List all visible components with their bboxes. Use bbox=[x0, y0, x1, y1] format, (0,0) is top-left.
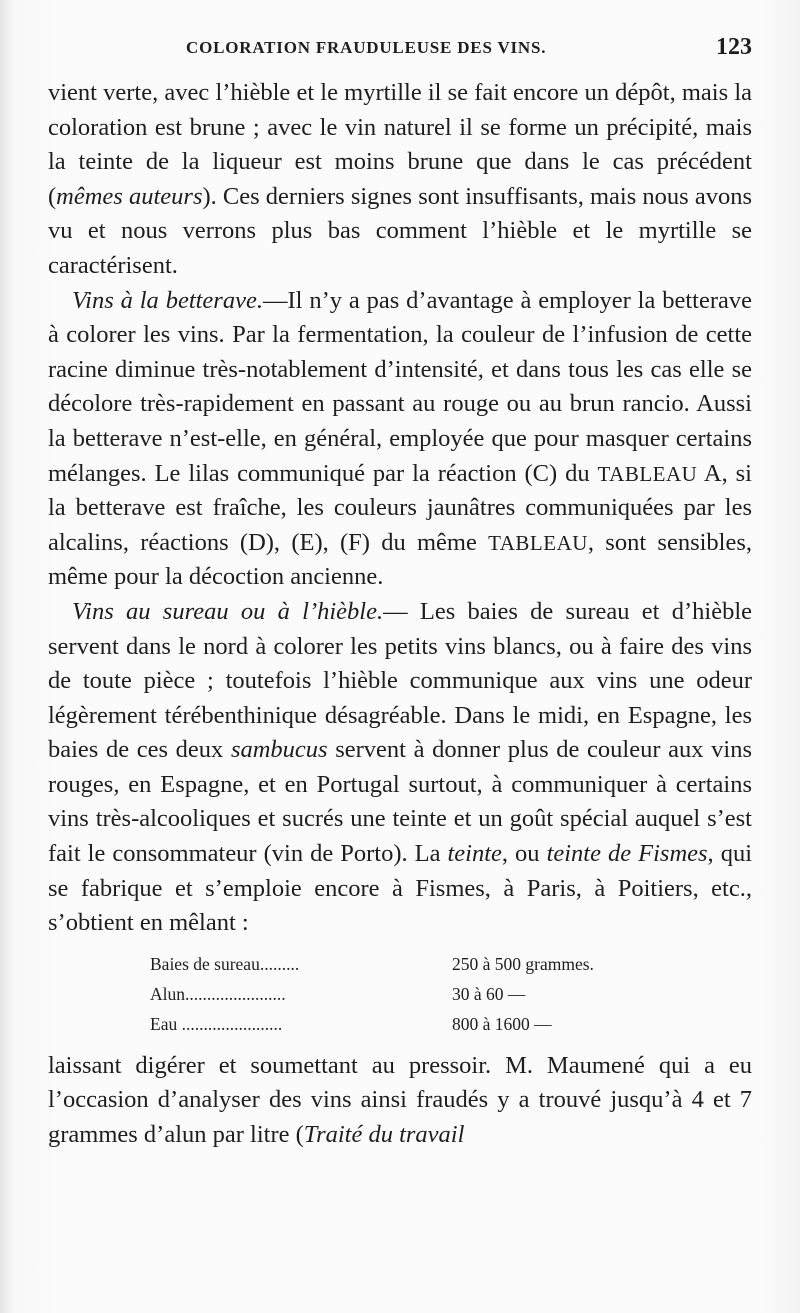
text-run: servent à donner plus de couleur aux vins rouges, en Espagne, et en Portugal surtout, à communiquer à certains vins très-alcooliques et sucrés une teinte et un goût spécial auquel s’est fait le consommateur (vin de Porto). La bbox=[48, 736, 752, 868]
page-header bbox=[48, 34, 752, 68]
paragraph-continuation bbox=[48, 76, 752, 284]
recipe-quantity: 30 à 60 — bbox=[452, 983, 526, 1004]
paragraph-closing bbox=[48, 1049, 752, 1153]
recipe-ingredient: Alun....................... bbox=[150, 983, 286, 1004]
text-run: — Les baies de sureau et d’hièble servent dans le nord à colorer les petits vins blancs, ou à faire des vins de toute pièce ; toutefois l’hièble communique aux vins une odeur légèrement térébenthinique désagréable. Dans le midi, en Espagne, les baies de ces deux bbox=[48, 597, 752, 764]
recipe-ingredient: Eau ....................... bbox=[150, 1013, 283, 1034]
italic-term: teinte bbox=[447, 840, 502, 868]
section-heading-sureau: Vins au sureau ou à l’hièble. bbox=[72, 597, 384, 625]
section-heading-betterave: Vins à la betterave. bbox=[72, 286, 263, 314]
recipe-quantity: 250 à 500 grammes. bbox=[452, 953, 594, 974]
latin-term: sambucus bbox=[230, 736, 328, 764]
text-run: , sont sensibles, même pour la décoction ancienne. bbox=[48, 528, 752, 591]
text-run: laissant digérer et soumettant au pressoir. M. Maumené qui a eu l’occasion d’analyser des vins ainsi fraudés y a trouvé jusqu’à 4 et 7 grammes d’alun par litre ( bbox=[48, 1051, 752, 1149]
text-run: vient verte, avec l’hièble et le myrtille il se fait encore un dépôt, mais la coloration est brune ; avec le vin naturel il se forme un précipité, mais la teinte de la liqueur est moins brune que dans le cas précédent ( bbox=[48, 79, 752, 210]
paragraph-betterave bbox=[48, 284, 752, 595]
text-run: ). Ces derniers signes sont insuffisants, mais nous avons vu et nous verrons plus bas comment l’hièble et le myrtille se caractérisent. bbox=[48, 182, 752, 279]
paragraph-sureau bbox=[48, 595, 752, 941]
recipe-row bbox=[150, 979, 752, 1009]
text-run: A, si la betterave est fraîche, les couleurs jaunâtres communiquées par les alcalins, réactions (D), (E), (F) du même bbox=[48, 459, 752, 556]
recipe-quantity: 800 à 1600 — bbox=[452, 1013, 552, 1034]
text-run: , ou bbox=[501, 840, 547, 868]
table-reference: TABLEAU bbox=[597, 461, 698, 486]
recipe-row bbox=[150, 1009, 752, 1039]
recipe-table bbox=[150, 949, 752, 1039]
italic-term: teinte de Fismes bbox=[546, 840, 708, 868]
citation: mêmes auteurs bbox=[56, 182, 203, 210]
page-body bbox=[48, 76, 752, 1153]
text-run: , qui se fabrique et s’emploie encore à Fismes, à Paris, à Poitiers, etc., s’obtient en mêlant : bbox=[48, 840, 752, 937]
citation: Traité du travail bbox=[303, 1121, 465, 1149]
table-reference: TABLEAU bbox=[488, 530, 588, 555]
recipe-row bbox=[150, 949, 752, 979]
recipe-ingredient: Baies de sureau......... bbox=[150, 953, 300, 974]
page-number: 123 bbox=[716, 34, 752, 60]
running-head: COLORATION FRAUDULEUSE DES VINS. bbox=[186, 38, 547, 57]
text-run: —Il n’y a pas d’avantage à employer la betterave à colorer les vins. Par la fermentation, la couleur de l’infusion de cette racine diminue très-notablement d’intensité, et dans tous les cas elle se décolore très-rapidement en passant au rouge ou au brun rancio. Aussi la betterave n’est-elle, en général, employée que pour masquer certains mélanges. Le lilas communiqué par la réaction (C) du bbox=[48, 286, 752, 487]
